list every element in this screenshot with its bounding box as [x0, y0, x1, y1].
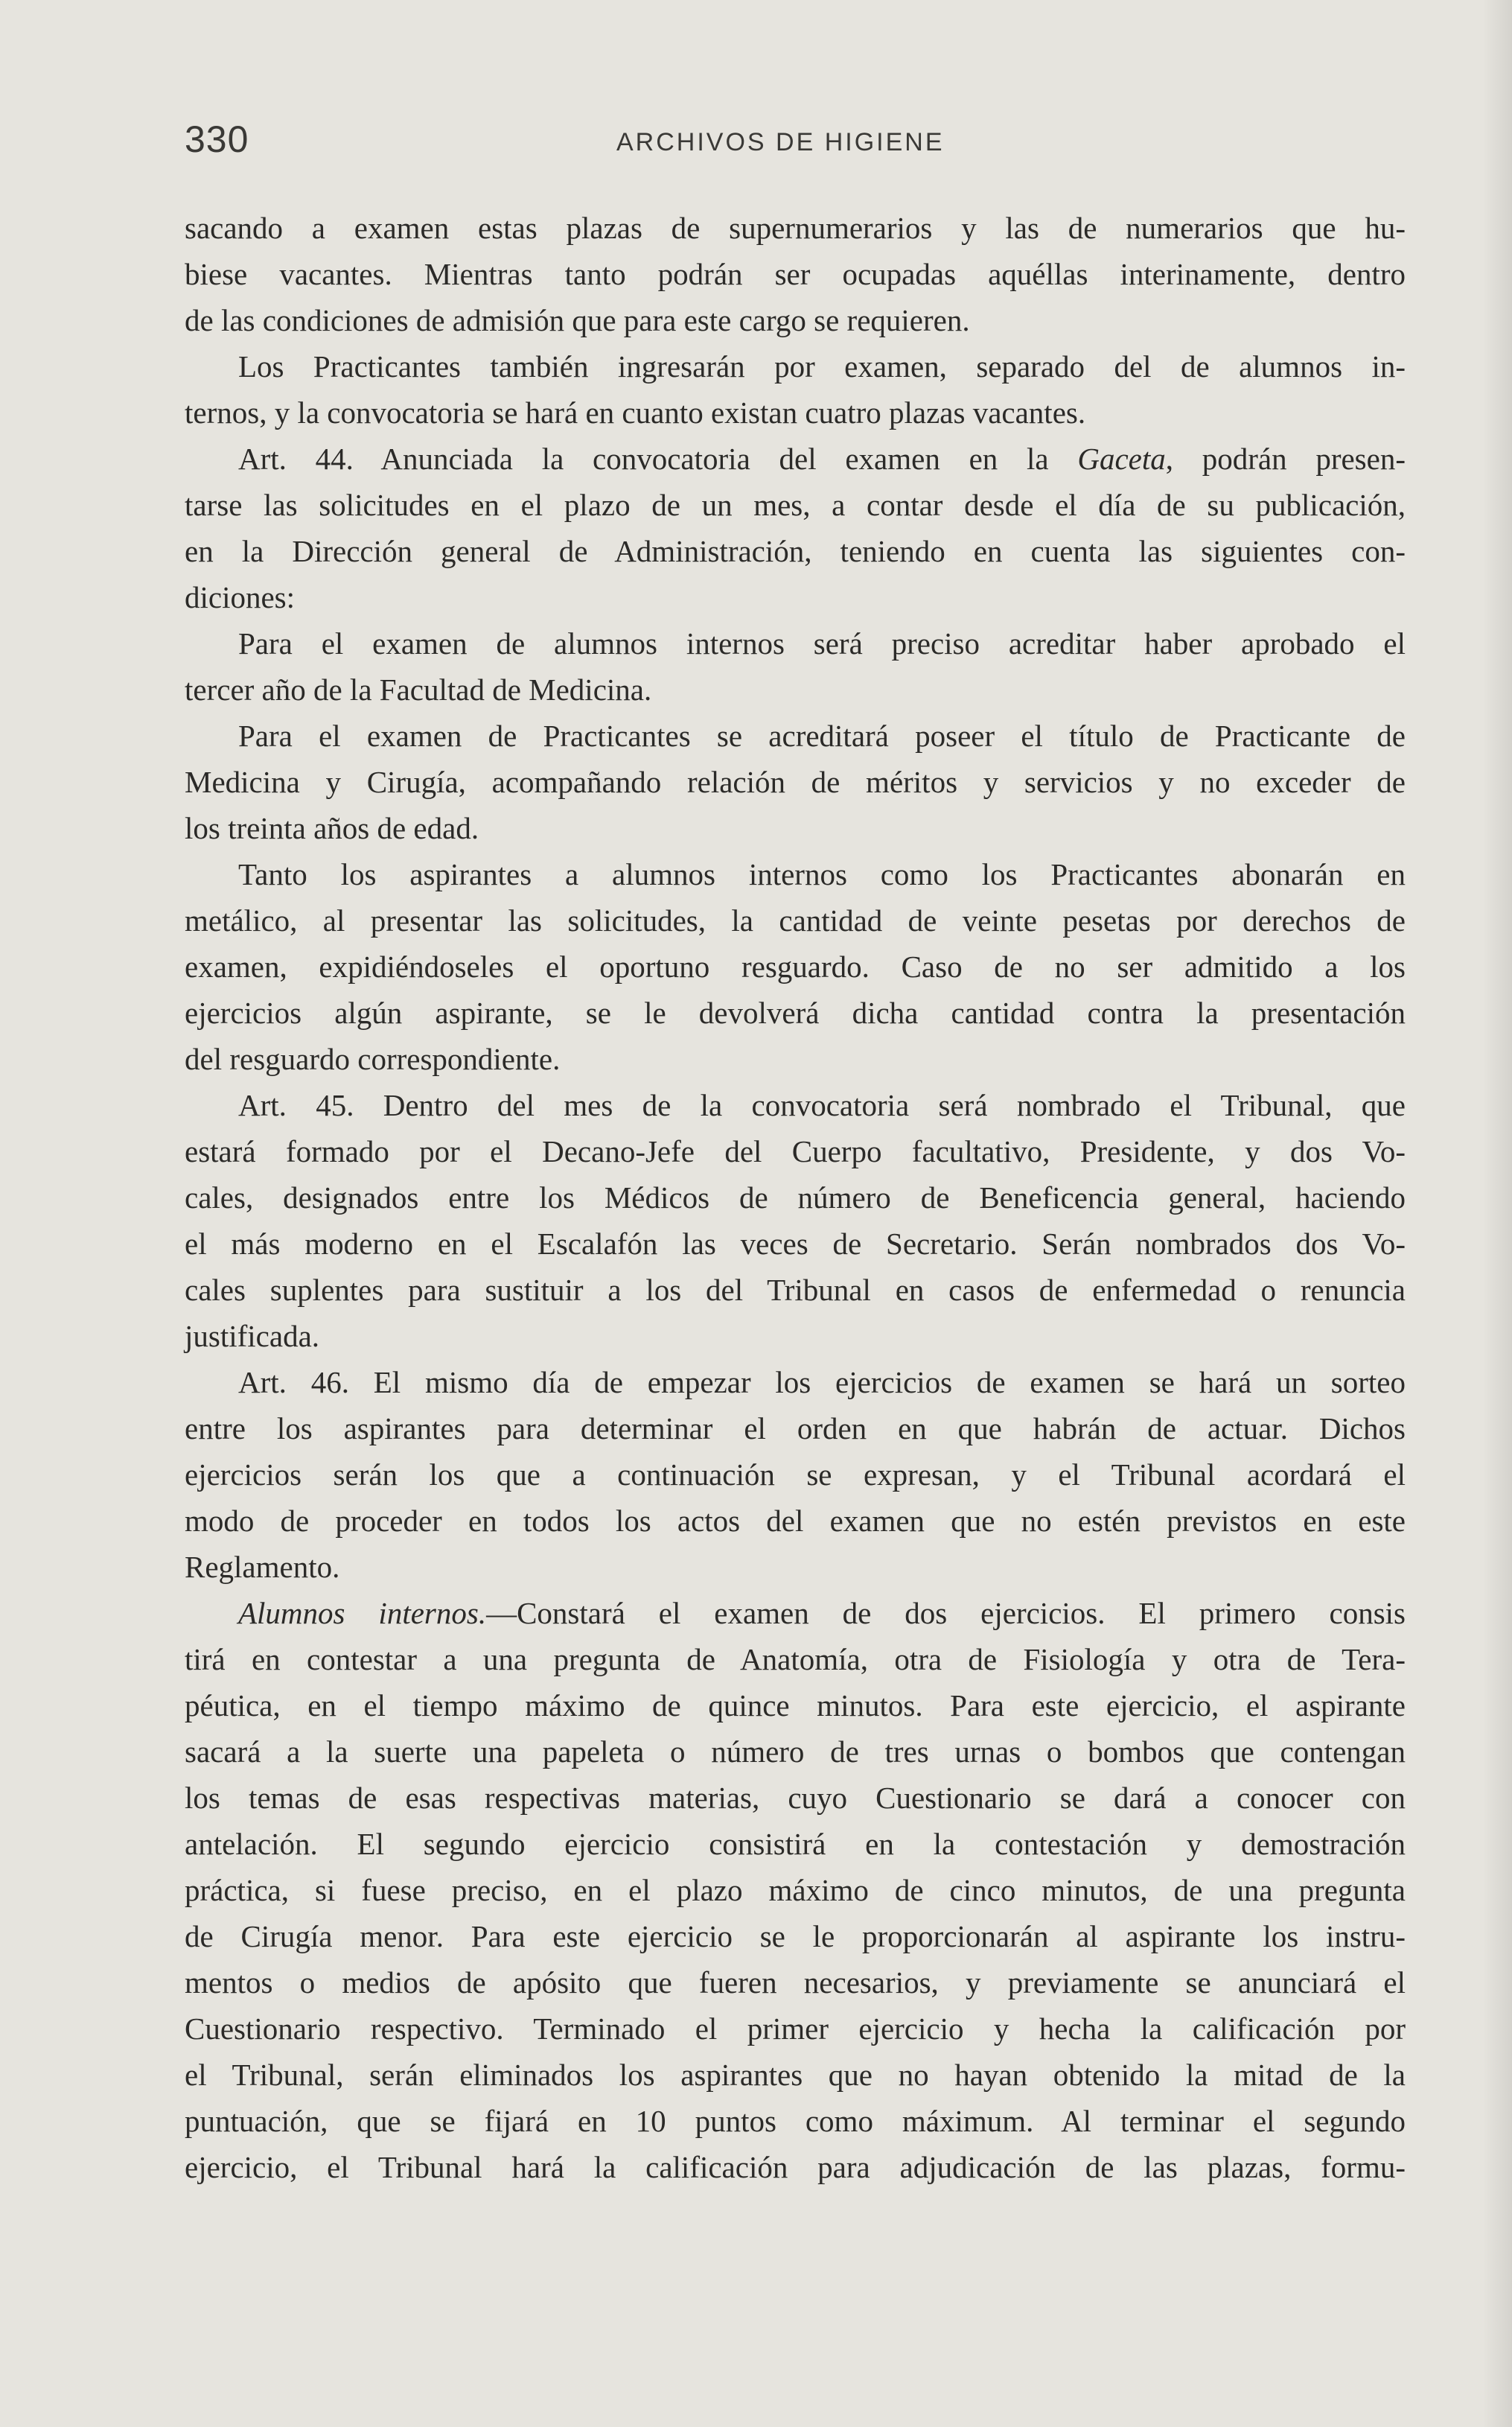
text-line: biese vacantes. Mientras tanto podrán ser ocupadas aquéllas interinamente, dentro	[185, 257, 1406, 291]
text-line: ejercicios serán los que a continuación se expresan, y el Tribunal acordará el	[185, 1457, 1406, 1492]
text-line: los temas de esas respectivas materias, cuyo Cuestionario se dará a conocer con	[185, 1781, 1406, 1815]
text-segment: , podrán presen-	[1165, 442, 1406, 476]
text-line: justificada.	[185, 1319, 320, 1353]
text-segment: —Constará el examen de dos ejercicios. El primero consis	[486, 1596, 1406, 1630]
text-line: de Cirugía menor. Para este ejercicio se le proporcionarán al aspirante los instru-	[185, 1919, 1406, 1953]
text-line: cales, designados entre los Médicos de número de Beneficencia general, haciendo	[185, 1180, 1406, 1215]
text-line: mentos o medios de apósito que fueren necesarios, y previamente se anunciará el	[185, 1965, 1406, 2000]
text-line: tarse las solicitudes en el plazo de un mes, a contar desde el día de su publicación,	[185, 488, 1406, 522]
text-line: práctica, si fuese preciso, en el plazo máximo de cinco minutos, de una pregunta	[185, 1873, 1406, 1907]
page-header	[185, 118, 1406, 170]
text-line: Medicina y Cirugía, acompañando relación de méritos y servicios y no exceder de	[185, 765, 1406, 799]
text-line: entre los aspirantes para determinar el orden en que habrán de actuar. Dichos	[185, 1411, 1406, 1445]
text-line: modo de proceder en todos los actos del examen que no estén previstos en este	[185, 1504, 1406, 1538]
text-line: ejercicio, el Tribunal hará la calificación para adjudicación de las plazas, formu-	[185, 2150, 1406, 2184]
text-line: péutica, en el tiempo máximo de quince minutos. Para este ejercicio, el aspirante	[185, 1688, 1406, 1723]
text-line: del resguardo correspondiente.	[185, 1042, 561, 1076]
text-line-alumnos-internos	[185, 1590, 1406, 1636]
text-line: los treinta años de edad.	[185, 811, 479, 845]
body-text	[185, 205, 1406, 2190]
text-line: sacará a la suerte una papeleta o número de tres urnas o bombos que contengan	[185, 1734, 1406, 1769]
text-line: ejercicios algún aspirante, se le devolverá dicha cantidad contra la presentación	[185, 996, 1406, 1030]
text-line-article-44	[185, 436, 1406, 482]
page-edge-shadow	[1482, 0, 1512, 2427]
text-line: de las condiciones de admisión que para este cargo se requieren.	[185, 303, 970, 337]
text-line: tercer año de la Facultad de Medicina.	[185, 672, 652, 707]
text-line: Los Practicantes también ingresarán por examen, separado del de alumnos in-	[238, 349, 1406, 384]
text-line: diciones:	[185, 580, 296, 614]
text-line: Para el examen de alumnos internos será preciso acreditar haber aprobado el	[238, 626, 1406, 661]
running-head: ARCHIVOS DE HIGIENE	[616, 128, 945, 156]
text-line: Reglamento.	[185, 1550, 340, 1584]
text-line: el Tribunal, serán eliminados los aspirantes que no hayan obtenido la mitad de la	[185, 2058, 1406, 2092]
page-number: 330	[185, 118, 249, 160]
text-line: cales suplentes para sustituir a los del Tribunal en casos de enfermedad o renuncia	[185, 1273, 1406, 1307]
text-line: Tanto los aspirantes a alumnos internos como los Practicantes abonarán en	[238, 857, 1406, 891]
text-line: el más moderno en el Escalafón las veces de Secretario. Serán nombrados dos Vo-	[185, 1227, 1406, 1261]
text-line: examen, expidiéndoseles el oportuno resguardo. Caso de no ser admitido a los	[185, 950, 1406, 984]
text-line: antelación. El segundo ejercicio consistirá en la contestación y demostración	[185, 1827, 1406, 1861]
alumnos-internos-italic: Alumnos internos.	[238, 1596, 487, 1630]
text-line: Cuestionario respectivo. Terminado el primer ejercicio y hecha la calificación por	[185, 2011, 1406, 2046]
text-line: Art. 45. Dentro del mes de la convocatoria será nombrado el Tribunal, que	[238, 1088, 1406, 1122]
gaceta-italic: Gaceta	[1077, 442, 1166, 476]
text-line: Art. 46. El mismo día de empezar los ejercicios de examen se hará un sorteo	[238, 1365, 1406, 1399]
text-line: puntuación, que se fijará en 10 puntos como máximum. Al terminar el segundo	[185, 2104, 1406, 2138]
text-segment: Art. 44. Anunciada la convocatoria del examen en la	[238, 442, 1078, 476]
text-line: tirá en contestar a una pregunta de Anatomía, otra de Fisiología y otra de Tera-	[185, 1642, 1406, 1676]
text-line: ternos, y la convocatoria se hará en cuanto existan cuatro plazas vacantes.	[185, 395, 1086, 430]
text-line: sacando a examen estas plazas de supernumerarios y las de numerarios que hu-	[185, 211, 1406, 245]
text-line: Para el examen de Practicantes se acreditará poseer el título de Practicante de	[238, 719, 1406, 753]
text-line: metálico, al presentar las solicitudes, la cantidad de veinte pesetas por derechos de	[185, 903, 1406, 938]
text-line: en la Dirección general de Administración, teniendo en cuenta las siguientes con-	[185, 534, 1406, 568]
text-line: estará formado por el Decano-Jefe del Cuerpo facultativo, Presidente, y dos Vo-	[185, 1134, 1406, 1168]
